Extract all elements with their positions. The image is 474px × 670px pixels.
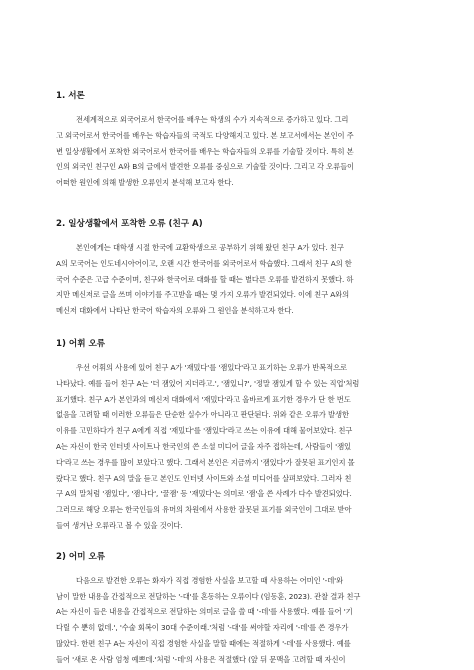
section-heading-errors: 2. 일상생활에서 포착한 오류 (친구 A)	[56, 218, 203, 229]
paragraph-introduction	[56, 112, 418, 191]
text-line: A의 모국어는 인도네시아어이고, 오랜 시간 한국어를 외국어로서 학습했다. 그래서 친구 A의 한	[56, 258, 352, 268]
text-line: 우선 어휘의 사용에 있어 친구 A가 '재밌다'를 '잼있다'라고 표기하는 오류가 반복적으로	[76, 362, 347, 372]
section-heading-introduction: 1. 서론	[56, 91, 85, 101]
text-line: A는 자신이 들은 내용을 간접적으로 전달하는 의미로 글을 쓸 때 '-데'를 사용했다. 예를 들어 '기	[56, 607, 353, 617]
text-line: 구 A의 말처럼 '잼있다', '잼나다', '꿀잼' 등 '재밌다'는 의미로 '잼'을 쓴 사례가 다수 발견되었다.	[56, 489, 352, 499]
text-line: 많았다. 한편 친구 A는 자신이 직접 경험한 사실을 말할 때에는 적절하게 '-데'를 사용했다. 예를	[56, 638, 351, 648]
text-line: 다릴 수 뿐히 없데.', '수술 회복이 30대 수준이래.'처럼 '-대'를 써야할 자리에 '-데'를 쓴 경우가	[56, 623, 349, 633]
text-line: 메신저 대화에서 나타난 한국어 학습자의 오류와 그 원인을 분석하고자 한다.	[56, 306, 294, 316]
text-line: 들어 '새로 온 사람 엄청 예쁘데.'처럼 '-데'의 사용은 적절했다 (앞 뒤 문맥을 고려할 때 자신이	[56, 654, 346, 664]
paragraph-ending-errors	[56, 573, 418, 668]
text-line: 표기했다. 친구 A가 본인과의 메신저 대화에서 '재밌다'라고 올바르게 표기한 경우가 단 한 번도	[56, 394, 351, 404]
text-line: 변 일상생활에서 포착한 외국어로서 한국어를 배우는 학습자들의 오류를 기술할 것이다. 특히 본	[56, 146, 354, 156]
text-line: 다'라고 쓰는 경우를 많이 보았다고 했다. 그래서 본인은 지금까지 '잼있다'가 잘못된 표기인지 몰	[56, 457, 355, 467]
text-line: 없음을 고려할 때 이러한 오류들은 단순한 실수가 아니라고 판단된다. 위와 같은 오류가 발생한	[56, 410, 349, 420]
text-line: 그러므로 해당 오류는 한국인들의 유머의 차원에서 사용한 잘못된 표기를 외국인이 그대로 받아	[56, 505, 352, 515]
text-line: 다음으로 발견한 오류는 화자가 직접 경험한 사실을 보고할 때 사용하는 어미인 '-데'와	[76, 575, 344, 585]
text-line: 나타났다. 예를 들어 친구 A는 '더 잼있어 지더라고.', '잼있니?', '정말 잼있게 할 수 있는 직업'처럼	[56, 378, 360, 388]
text-line: 랐다고 했다. 친구 A의 말을 듣고 본인도 인터넷 사이트와 소셜 미디어를 살펴보았다. 그러자 친	[56, 473, 352, 483]
text-line: 들여 생겨난 오류라고 볼 수 있을 것이다.	[56, 520, 183, 530]
text-line: 남이 말한 내용을 간접적으로 전달하는 '-대'를 혼동하는 오류이다 (임동훈, 2023). 관찰 결과 친구	[56, 591, 361, 601]
text-line: 어떠한 원인에 의해 발생한 오류인지 분석해 보고자 한다.	[56, 178, 234, 188]
text-line: 인의 외국인 친구인 A와 B의 글에서 발견한 오류를 중심으로 기술할 것이다. 그리고 각 오류들이	[56, 162, 354, 172]
text-line: 본인에게는 대학생 시절 한국에 교환학생으로 공부하기 위해 왔던 친구 A가 있다. 친구	[76, 242, 344, 252]
text-line: 지만 메신저로 글을 쓰며 이야기를 주고받을 때는 몇 가지 오류가 발견되었다. 이에 친구 A와의	[56, 290, 350, 300]
text-line: A는 자신이 한국 인터넷 사이트나 한국인의 쓴 소셜 미디어 글을 자주 접하는데, 사람들이 '잼있	[56, 441, 351, 451]
subsection-heading-vocabulary: 1) 어휘 오류	[56, 338, 106, 349]
text-line: 전세계적으로 외국어로서 한국어를 배우는 학생의 수가 지속적으로 증가하고 있다. 그리	[76, 115, 349, 124]
text-line: 고 외국어로서 한국어를 배우는 학습자들의 국적도 다양해지고 있다. 본 보고서에서는 본인이 주	[56, 130, 354, 140]
paragraph-errors-intro	[56, 240, 418, 319]
text-line: 국어 수준은 고급 수준이며, 친구와 한국어로 대화를 할 때는 별다른 오류를 발견하지 못했다. 하	[56, 274, 354, 284]
subsection-heading-endings: 2) 어미 오류	[56, 551, 106, 562]
text-line: 이유를 고민하다가 친구 A에게 직접 '재밌다'를 '잼있다'라고 쓰는 이유에 대해 물어보았다. 친구	[56, 426, 353, 436]
paragraph-vocabulary-errors	[56, 360, 418, 534]
